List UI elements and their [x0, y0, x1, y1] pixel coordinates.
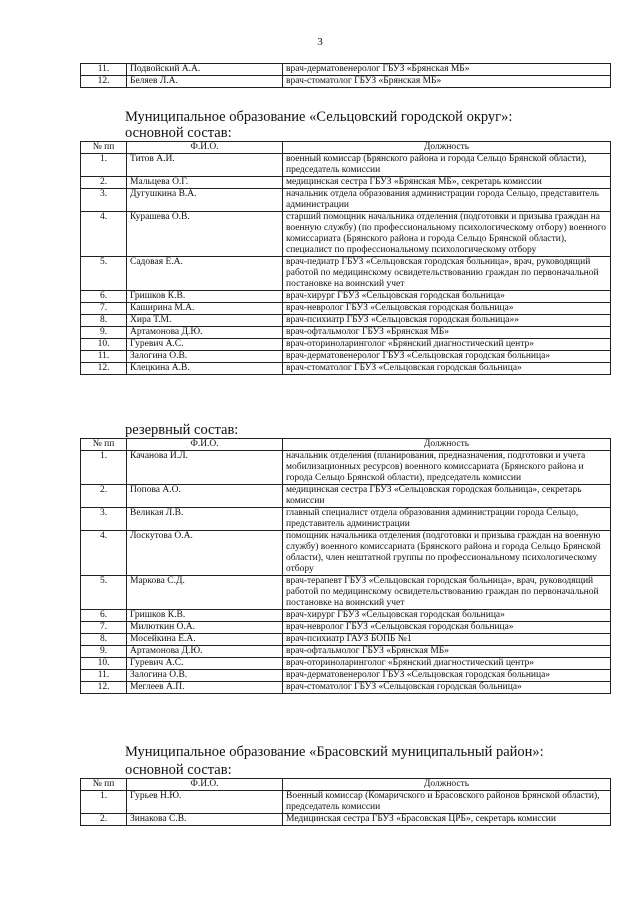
row-number: 7.: [81, 622, 127, 634]
row-name: Качанова И.Л.: [127, 451, 283, 485]
table-row: [81, 451, 611, 485]
row-number: 9.: [81, 327, 127, 339]
table-row: [81, 315, 611, 327]
table-row: [81, 76, 611, 88]
row-name: Каширина М.А.: [127, 303, 283, 315]
table-row: [81, 814, 611, 826]
row-number: 4.: [81, 212, 127, 257]
table-row: [81, 363, 611, 375]
row-number: 12.: [81, 76, 127, 88]
table-header-row: [81, 439, 611, 451]
table-row: [81, 212, 611, 257]
row-position: главный специалист отдела образования администрации города Сельцо, представитель администрации: [283, 508, 611, 531]
table-row: [81, 291, 611, 303]
table-row: [81, 634, 611, 646]
table-seltso-reserve: [80, 438, 611, 694]
row-name: Титов А.И.: [127, 154, 283, 177]
row-name: Залогина О.В.: [127, 670, 283, 682]
row-position: врач-стоматолог ГБУЗ «Сельцовская городская больница»: [283, 363, 611, 375]
header-num: № пп: [81, 142, 127, 154]
row-name: Гришков К.В.: [127, 291, 283, 303]
table-row: [81, 339, 611, 351]
row-number: 2.: [81, 177, 127, 189]
row-number: 10.: [81, 658, 127, 670]
table-seltso-main: [80, 141, 611, 375]
row-number: 1.: [81, 791, 127, 814]
row-name: Залогина О.В.: [127, 351, 283, 363]
reserve-composition-label-seltso: резервный состав:: [125, 422, 239, 438]
row-position: врач-стоматолог ГБУЗ «Брянская МБ»: [283, 76, 611, 88]
table-row: [81, 257, 611, 291]
row-name: Меглеев А.П.: [127, 682, 283, 694]
row-name: Курашева О.В.: [127, 212, 283, 257]
table-row: [81, 177, 611, 189]
row-name: Гурьев Н.Ю.: [127, 791, 283, 814]
row-position: врач-дерматовенеролог ГБУЗ «Брянская МБ»: [283, 64, 611, 76]
row-position: помощник начальника отделения (подготовки и призыва граждан на военную службу) военного комиссариата (Брянского района и города Сельцо Брянской области), член нештатной группы по профессиональному психологическому отбору: [283, 531, 611, 576]
row-position: врач-психиатр ГАУЗ БОПБ №1: [283, 634, 611, 646]
row-name: Клецкина А.В.: [127, 363, 283, 375]
row-name: Гуревич А.С.: [127, 658, 283, 670]
header-name: Ф.И.О.: [127, 142, 283, 154]
row-number: 3.: [81, 508, 127, 531]
row-number: 5.: [81, 257, 127, 291]
table-row: [81, 610, 611, 622]
row-position: врач-дерматовенеролог ГБУЗ «Сельцовская городская больница»: [283, 670, 611, 682]
row-number: 1.: [81, 154, 127, 177]
row-number: 8.: [81, 634, 127, 646]
page-number: 3: [317, 36, 323, 48]
row-number: 2.: [81, 814, 127, 826]
row-position: врач-невролог ГБУЗ «Сельцовская городская больница»: [283, 303, 611, 315]
table-row: [81, 646, 611, 658]
row-position: Военный комиссар (Комаричского и Брасовского районов Брянской области), председатель комиссии: [283, 791, 611, 814]
table-row: [81, 658, 611, 670]
row-position: начальник отделения (планирования, предназначения, подготовки и учета мобилизационных ресурсов) военного комиссариата (Брянского района и города Сельцо Брянской области), председатель комиссии: [283, 451, 611, 485]
row-position: врач-психиатр ГБУЗ «Сельцовская городская больница»»: [283, 315, 611, 327]
table-row: [81, 531, 611, 576]
row-name: Попова А.О.: [127, 485, 283, 508]
table-row: [81, 327, 611, 339]
row-name: Милюткин О.А.: [127, 622, 283, 634]
row-number: 11.: [81, 670, 127, 682]
table-row: [81, 303, 611, 315]
section-title-brasovo: Муниципальное образование «Брасовский муниципальный район»:: [125, 744, 544, 760]
row-name: Маркова С.Д.: [127, 576, 283, 610]
row-position: начальник отдела образования администрации города Сельцо, представитель администрации: [283, 189, 611, 212]
row-position: врач-офтальмолог ГБУЗ «Брянская МБ»: [283, 646, 611, 658]
row-position: врач-стоматолог ГБУЗ «Сельцовская городская больница»: [283, 682, 611, 694]
table-row: [81, 791, 611, 814]
table-row: [81, 670, 611, 682]
row-name: Хира Т.М.: [127, 315, 283, 327]
row-position: врач-хирург ГБУЗ «Сельцовская городская больница»: [283, 291, 611, 303]
header-num: № пп: [81, 439, 127, 451]
row-number: 2.: [81, 485, 127, 508]
row-position: медицинская сестра ГБУЗ «Брянская МБ», секретарь комиссии: [283, 177, 611, 189]
row-name: Зинакова С.В.: [127, 814, 283, 826]
main-composition-label-seltso: основной состав:: [125, 125, 232, 141]
table-row: [81, 189, 611, 212]
table-header-row: [81, 142, 611, 154]
row-position: Медицинская сестра ГБУЗ «Брасовская ЦРБ», секретарь комиссии: [283, 814, 611, 826]
row-name: Гуревич А.С.: [127, 339, 283, 351]
table-row: [81, 351, 611, 363]
row-position: старший помощник начальника отделения (подготовки и призыва граждан на военную службу) (по профессиональному психологическому отбору) военного комиссариата (Брянского района и города Сельцо Брянской области), специалист по профессиональному психологическому отбору: [283, 212, 611, 257]
table-row: [81, 622, 611, 634]
row-name: Великая Л.В.: [127, 508, 283, 531]
row-position: военный комиссар (Брянского района и города Сельцо Брянской области), председатель комиссии: [283, 154, 611, 177]
row-position: врач-хирург ГБУЗ «Сельцовская городская больница»: [283, 610, 611, 622]
row-name: Лоскутова О.А.: [127, 531, 283, 576]
row-position: врач-педиатр ГБУЗ «Сельцовская городская больница», врач, руководящий работой по медицинскому освидетельствованию граждан по первоначальной постановке на воинский учет: [283, 257, 611, 291]
row-name: Дугушкина В.А.: [127, 189, 283, 212]
table-row: [81, 154, 611, 177]
section-title-seltso: Муниципальное образование «Сельцовский городской округ»:: [125, 109, 513, 125]
row-number: 3.: [81, 189, 127, 212]
row-position: врач-оториноларинголог «Брянский диагностический центр»: [283, 658, 611, 670]
row-number: 10.: [81, 339, 127, 351]
table-row: [81, 64, 611, 76]
row-number: 9.: [81, 646, 127, 658]
row-number: 6.: [81, 610, 127, 622]
row-name: Артамонова Д.Ю.: [127, 327, 283, 339]
table-row: [81, 508, 611, 531]
row-name: Артамонова Д.Ю.: [127, 646, 283, 658]
row-name: Беляев Л.А.: [127, 76, 283, 88]
header-position: Должность: [283, 439, 611, 451]
header-position: Должность: [283, 779, 611, 791]
row-position: медицинская сестра ГБУЗ «Сельцовская городская больница», секретарь комиссии: [283, 485, 611, 508]
row-name: Мальцева О.Г.: [127, 177, 283, 189]
row-name: Подвойский А.А.: [127, 64, 283, 76]
row-name: Садовая Е.А.: [127, 257, 283, 291]
row-number: 4.: [81, 531, 127, 576]
row-position: врач-оториноларинголог «Брянский диагностический центр»: [283, 339, 611, 351]
table-brasovo-main: [80, 778, 611, 826]
row-position: врач-невролог ГБУЗ «Сельцовская городская больница»: [283, 622, 611, 634]
row-number: 7.: [81, 303, 127, 315]
table-row: [81, 682, 611, 694]
header-num: № пп: [81, 779, 127, 791]
main-composition-label-brasovo: основной состав:: [125, 762, 232, 778]
table-continuation: [80, 63, 611, 88]
row-position: врач-дерматовенеролог ГБУЗ «Сельцовская городская больница»: [283, 351, 611, 363]
row-number: 8.: [81, 315, 127, 327]
row-number: 12.: [81, 682, 127, 694]
table-row: [81, 485, 611, 508]
row-number: 12.: [81, 363, 127, 375]
row-name: Гришков К.В.: [127, 610, 283, 622]
table-header-row: [81, 779, 611, 791]
row-position: врач-офтальмолог ГБУЗ «Брянская МБ»: [283, 327, 611, 339]
header-position: Должность: [283, 142, 611, 154]
row-position: врач-терапевт ГБУЗ «Сельцовская городская больница», врач, руководящий работой по медицинскому освидетельствованию граждан по первоначальной постановке на воинский учет: [283, 576, 611, 610]
header-name: Ф.И.О.: [127, 439, 283, 451]
row-name: Мосейкина Е.А.: [127, 634, 283, 646]
header-name: Ф.И.О.: [127, 779, 283, 791]
row-number: 6.: [81, 291, 127, 303]
table-row: [81, 576, 611, 610]
row-number: 1.: [81, 451, 127, 485]
row-number: 11.: [81, 64, 127, 76]
row-number: 11.: [81, 351, 127, 363]
row-number: 5.: [81, 576, 127, 610]
